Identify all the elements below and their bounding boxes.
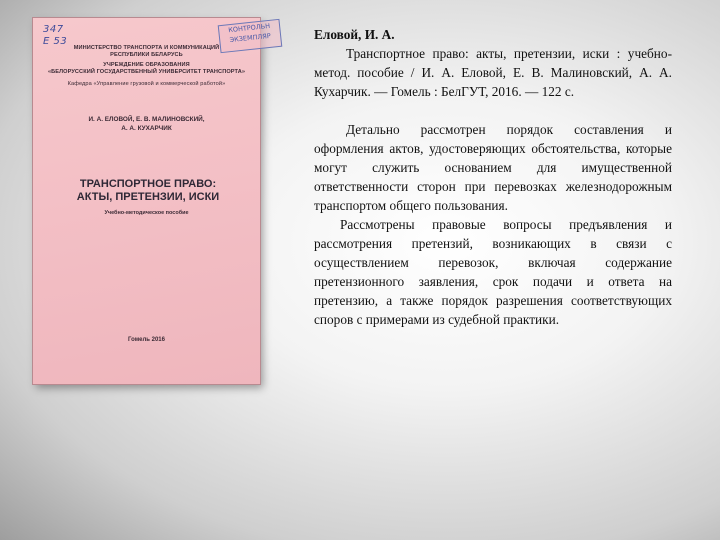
cover-title-line1: ТРАНСПОРТНОЕ ПРАВО: — [79, 178, 217, 190]
description-paragraph-1: Детально рассмотрен порядок составления и оформления актов, удостоверяющих обстоятельства, которые могут служить основанием для имущественной ответственности сторон при перевозках железнодорожным транспортом общего пользования. — [314, 122, 672, 213]
description-paragraph-2: Рассмотрены правовые вопросы предъявления и рассмотрения претензий, возникающих в связи с осуществлением перевозок, включая содержание претензионного заявления, срок подачи и ответа на претензию, а также порядок разрешения соответствующих споров с примерами из судебной практики. — [314, 217, 672, 327]
book-description — [314, 25, 672, 329]
cover-institution-line1: УЧРЕЖДЕНИЕ ОБРАЗОВАНИЯ — [103, 62, 190, 68]
cover-title-line2: АКТЫ, ПРЕТЕНЗИИ, ИСКИ — [76, 191, 220, 203]
handwritten-code: Е 53 — [43, 36, 68, 47]
book-author: Еловой, И. А. — [314, 27, 395, 42]
handwritten-number: 347 — [43, 24, 64, 35]
cover-city-year: Гомель 2016 — [128, 337, 165, 343]
cover-department: Кафедра «Управление грузовой и коммерческой работой» — [67, 81, 226, 87]
book-cover-image — [33, 18, 272, 384]
cover-ministry: МИНИСТЕРСТВО ТРАНСПОРТА И КОММУНИКАЦИЙ РЕСПУБЛИКИ БЕЛАРУСЬ — [73, 45, 220, 58]
cover-authors-line2: А. А. КУХАРЧИК — [121, 125, 172, 132]
cover-institution-line2: «БЕЛОРУССКИЙ ГОСУДАРСТВЕННЫЙ УНИВЕРСИТЕТ ТРАНСПОРТА» — [47, 69, 246, 75]
cover-subtitle: Учебно-методическое пособие — [104, 210, 189, 216]
book-citation: Транспортное право: акты, претензии, иски : учебно-метод. пособие / И. А. Еловой, Е. В. Малиновский, А. А. Кухарчик. — Гомель : БелГУТ, 2016. — 122 с. — [314, 46, 672, 99]
control-copy-stamp: КОНТРОЛЬН ЭКЗЕМПЛЯР — [218, 19, 283, 53]
cover-authors-line1: И. А. ЕЛОВОЙ, Е. В. МАЛИНОВСКИЙ, — [88, 116, 205, 123]
